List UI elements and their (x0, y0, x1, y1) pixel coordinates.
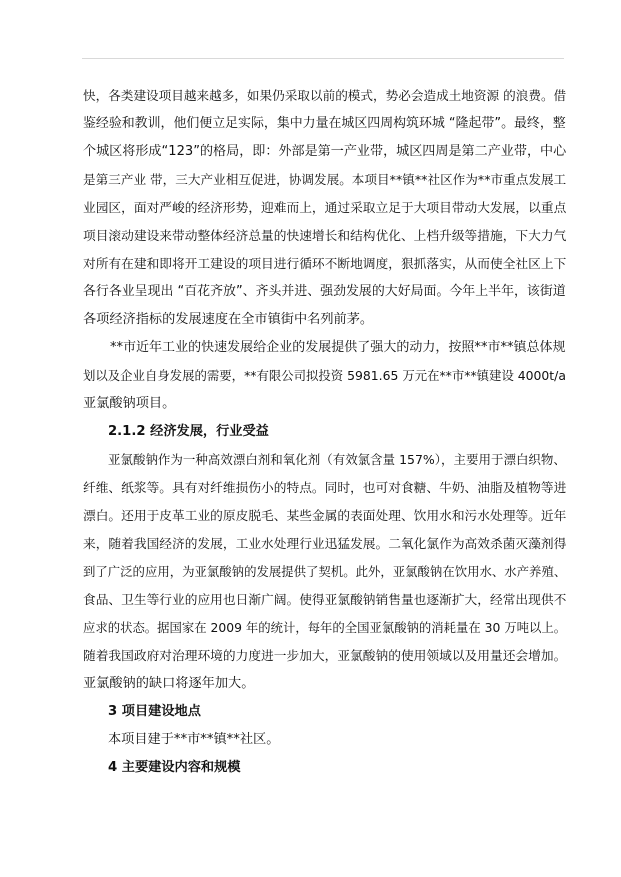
paragraph-line: 各行各业呈现出 “百花齐放”、齐头并进、强劲发展的大好局面。今年上半年，该街道 (83, 284, 566, 299)
paragraph-line: 快，各类建设项目越来越多，如果仍采取以前的模式，势必会造成土地资源 的浪费。借 (83, 88, 567, 103)
header-rule (82, 58, 564, 59)
paragraph-line: 漂白。还用于皮革工业的原皮脱毛、某些金属的表面处理、饮用水和污水处理等。近年 (83, 508, 567, 523)
paragraph-line: 到了广泛的应用，为亚氯酸钠的发展提供了契机。此外，亚氯酸钠在饮用水、水产养殖、 (83, 564, 567, 579)
paragraph-line: 来，随着我国经济的发展，工业水处理行业迅猛发展。二氧化氯作为高效杀菌灭藻剂得 (83, 536, 567, 551)
section-heading: 2.1.2 经济发展，行业受益 (108, 424, 269, 439)
paragraph-line: 亚氯酸钠项目。 (83, 396, 176, 411)
paragraph-line: 亚氯酸钠的缺口将逐年加大。 (83, 676, 255, 691)
paragraph-line: 本项目建于**市**镇**社区。 (108, 732, 280, 747)
paragraph-line: 划以及企业自身发展的需要，**有限公司拟投资 5981.65 万元在**市**镇建设 4000t/a (83, 368, 566, 383)
paragraph-line: 应求的状态。据国家在 2009 年的统计，每年的全国亚氯酸钠的消耗量在 30 万吨以上。 (83, 621, 567, 635)
paragraph-line: 亚氯酸钠作为一种高效漂白剂和氧化剂（有效氯含量 157%），主要用于漂白织物、 (108, 452, 566, 467)
paragraph-line: 纤维、纸浆等。具有对纤维损伤小的特点。同时，也可对食糖、牛奶、油脂及植物等进 (83, 480, 567, 495)
paragraph-line: 食品、卫生等行业的应用也日渐广阔。使得亚氯酸钠销售量也逐渐扩大，经常出现供不 (83, 592, 567, 607)
paragraph-line: 项目滚动建设来带动整体经济总量的快速增长和结构优化、上档升级等措施，下大力气 (83, 228, 567, 243)
paragraph-line: 各项经济指标的发展速度在全市镇街中名列前茅。 (83, 312, 374, 327)
paragraph-line: 是第三产业 带，三大产业相互促进，协调发展。本项目**镇**社区作为**市重点发展工 (83, 172, 567, 187)
section-heading: 4 主要建设内容和规模 (108, 760, 241, 775)
paragraph-line: 鉴经验和教训，他们便立足实际，集中力量在城区四周构筑环城 “隆起带”。最终，整 (83, 116, 566, 131)
paragraph-line: 个城区将形成“123”的格局，即：外部是第一产业带，城区四周是第二产业带，中心 (83, 144, 567, 159)
paragraph-line: 业园区，面对严峻的经济形势，迎难而上，通过采取立足于大项目带动大发展，以重点 (83, 200, 567, 215)
paragraph-line: **市近年工业的快速发展给企业的发展提供了强大的动力，按照**市**镇总体规 (110, 340, 566, 355)
section-heading: 3 项目建设地点 (108, 704, 201, 719)
paragraph-line: 随着我国政府对治理环境的力度进一步加大，亚氯酸钠的使用领域以及用量还会增加。 (83, 648, 567, 663)
paragraph-line: 对所有在建和即将开工建设的项目进行循环不断地调度，狠抓落实，从而使全社区上下 (83, 256, 567, 271)
